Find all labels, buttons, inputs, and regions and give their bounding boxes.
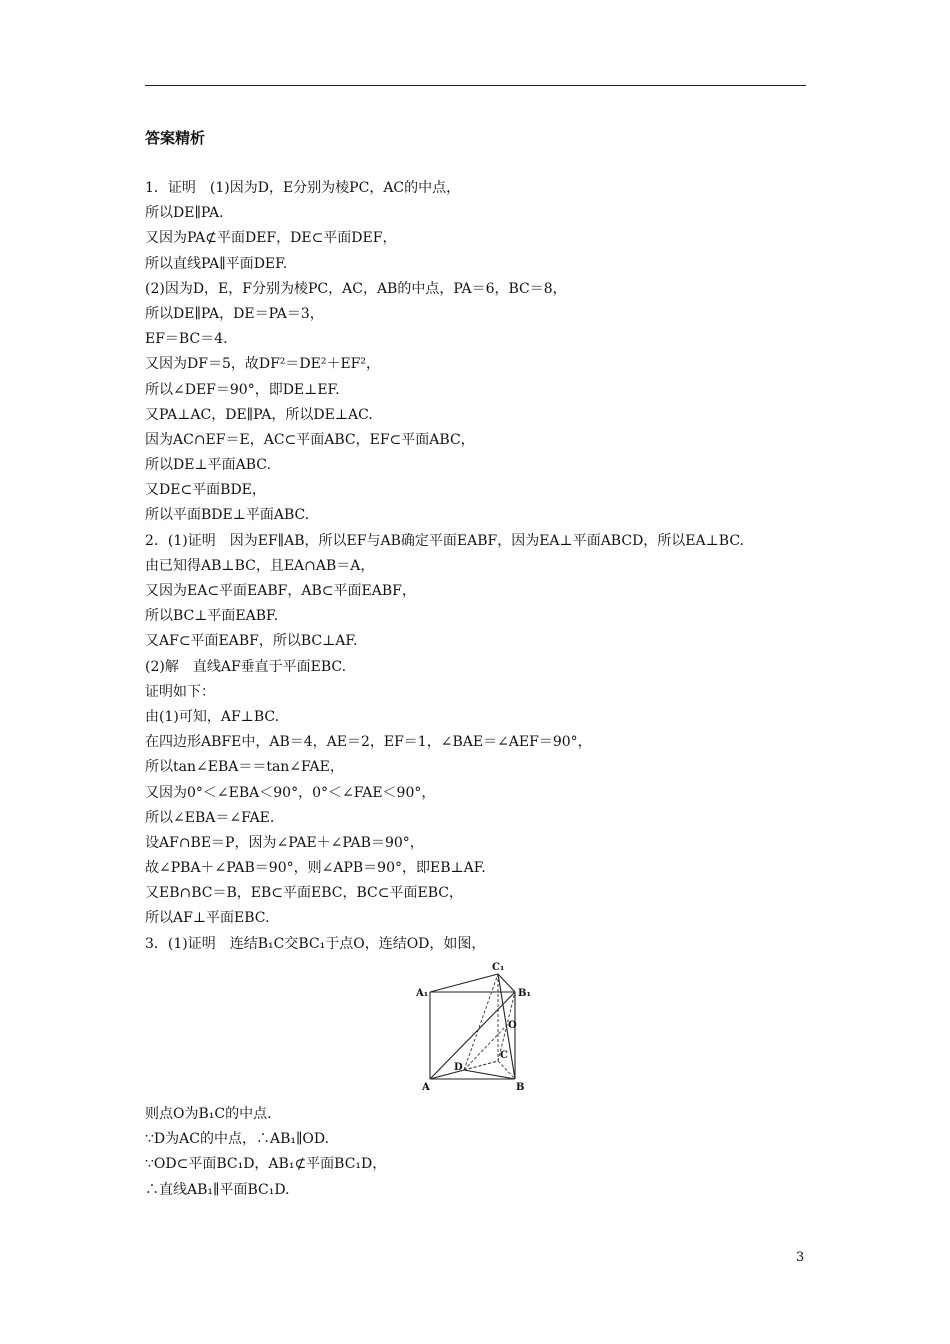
page-number: 3 xyxy=(796,1250,805,1265)
text-line: 所以∠DEF＝90°，即DE⊥EF. xyxy=(145,381,340,398)
text-line: 又因为0°＜∠EBA＜90°，0°＜∠FAE＜90°， xyxy=(145,784,436,801)
label-b1: B₁ xyxy=(518,988,531,999)
label-c1: C₁ xyxy=(492,962,505,973)
hidden-edge-ac xyxy=(430,1061,498,1079)
text-line: 由已知得AB⊥BC，且EA∩AB＝A， xyxy=(145,557,375,574)
text-line: ∵OD⊂平面BC₁D，AB₁⊄平面BC₁D， xyxy=(145,1156,387,1173)
segment-db xyxy=(464,1070,515,1079)
label-a: A xyxy=(422,1082,430,1093)
header-rule xyxy=(145,85,806,86)
text-line: 所以BC⊥平面EABF. xyxy=(145,608,279,625)
text-line: 又因为EA⊂平面EABF，AB⊂平面EABF， xyxy=(145,583,416,599)
text-line: (2)因为D，E，F分别为棱PC，AC，AB的中点，PA＝6，BC＝8， xyxy=(145,280,567,297)
label-b: B xyxy=(516,1082,525,1093)
text-line: 3．(1)证明 连结B₁C交BC₁于点O，连结OD，如图， xyxy=(145,935,486,952)
text-line: 又PA⊥AC，DE∥PA，所以DE⊥AC. xyxy=(145,406,373,423)
edge-a1c1 xyxy=(430,974,498,992)
text-line: 又DE⊂平面BDE， xyxy=(145,482,266,499)
text-line: ∵D为AC的中点，∴AB₁∥OD. xyxy=(145,1131,330,1148)
text-line: 所以AF⊥平面EBC. xyxy=(145,910,270,927)
text-line: 又EB∩BC＝B，EB⊂平面EBC，BC⊂平面EBC， xyxy=(145,885,463,902)
text-line: 由(1)可知，AF⊥BC. xyxy=(145,708,280,725)
solution-body xyxy=(145,176,815,957)
text-line: 所以∠EBA＝∠FAE. xyxy=(145,809,275,826)
label-o: O xyxy=(508,1020,517,1031)
text-line: 因为AC∩EF＝E，AC⊂平面ABC，EF⊂平面ABC， xyxy=(145,431,475,448)
text-line: 设AF∩BE＝P，因为∠PAE＋∠PAB＝90°， xyxy=(145,834,424,851)
text-line: 所以平面BDE⊥平面ABC. xyxy=(145,507,310,524)
label-c: C xyxy=(500,1050,508,1061)
text-line: 所以DE∥PA，DE＝PA＝3， xyxy=(145,305,324,322)
text-line: 所以DE∥PA. xyxy=(145,205,224,222)
text-line: 所以tan∠EBA＝＝tan∠FAE， xyxy=(145,759,344,776)
text-line: 则点O为B₁C的中点. xyxy=(145,1106,272,1122)
solution-continuation xyxy=(145,1102,815,1203)
text-line: 在四边形ABFE中，AB＝4，AE＝2，EF＝1，∠BAE＝∠AEF＝90°， xyxy=(145,734,592,751)
text-line: 所以DE⊥平面ABC. xyxy=(145,457,271,474)
text-line: 证明如下： xyxy=(145,683,215,700)
text-line: 又因为PA⊄平面DEF，DE⊂平面DEF， xyxy=(145,230,397,247)
text-line: 1．证明 (1)因为D，E分别为棱PC，AC的中点， xyxy=(145,180,461,196)
label-a1: A₁ xyxy=(416,988,429,999)
text-line: 故∠PBA＋∠PAB＝90°，则∠APB＝90°，即EB⊥AF. xyxy=(145,860,486,877)
text-line: 2．(1)证明 因为EF∥AB，所以EF与AB确定平面EABF，因为EA⊥平面ABCD，所以EA⊥BC. xyxy=(145,532,744,549)
prism-figure xyxy=(412,958,536,1094)
label-d: D xyxy=(454,1062,463,1073)
text-line: 又因为DF＝5，故DF²＝DE²＋EF²， xyxy=(145,356,380,373)
hidden-segment-dc1 xyxy=(464,974,498,1070)
text-line: 又AF⊂平面EABF，所以BC⊥AF. xyxy=(145,633,358,650)
text-line: 所以直线PA∥平面DEF. xyxy=(145,255,288,272)
text-line: ∴直线AB₁∥平面BC₁D. xyxy=(145,1181,290,1198)
text-line: (2)解 直线AF垂直于平面EBC. xyxy=(145,658,347,675)
section-heading: 答案精析 xyxy=(145,129,206,147)
text-line: EF＝BC＝4. xyxy=(145,331,228,348)
